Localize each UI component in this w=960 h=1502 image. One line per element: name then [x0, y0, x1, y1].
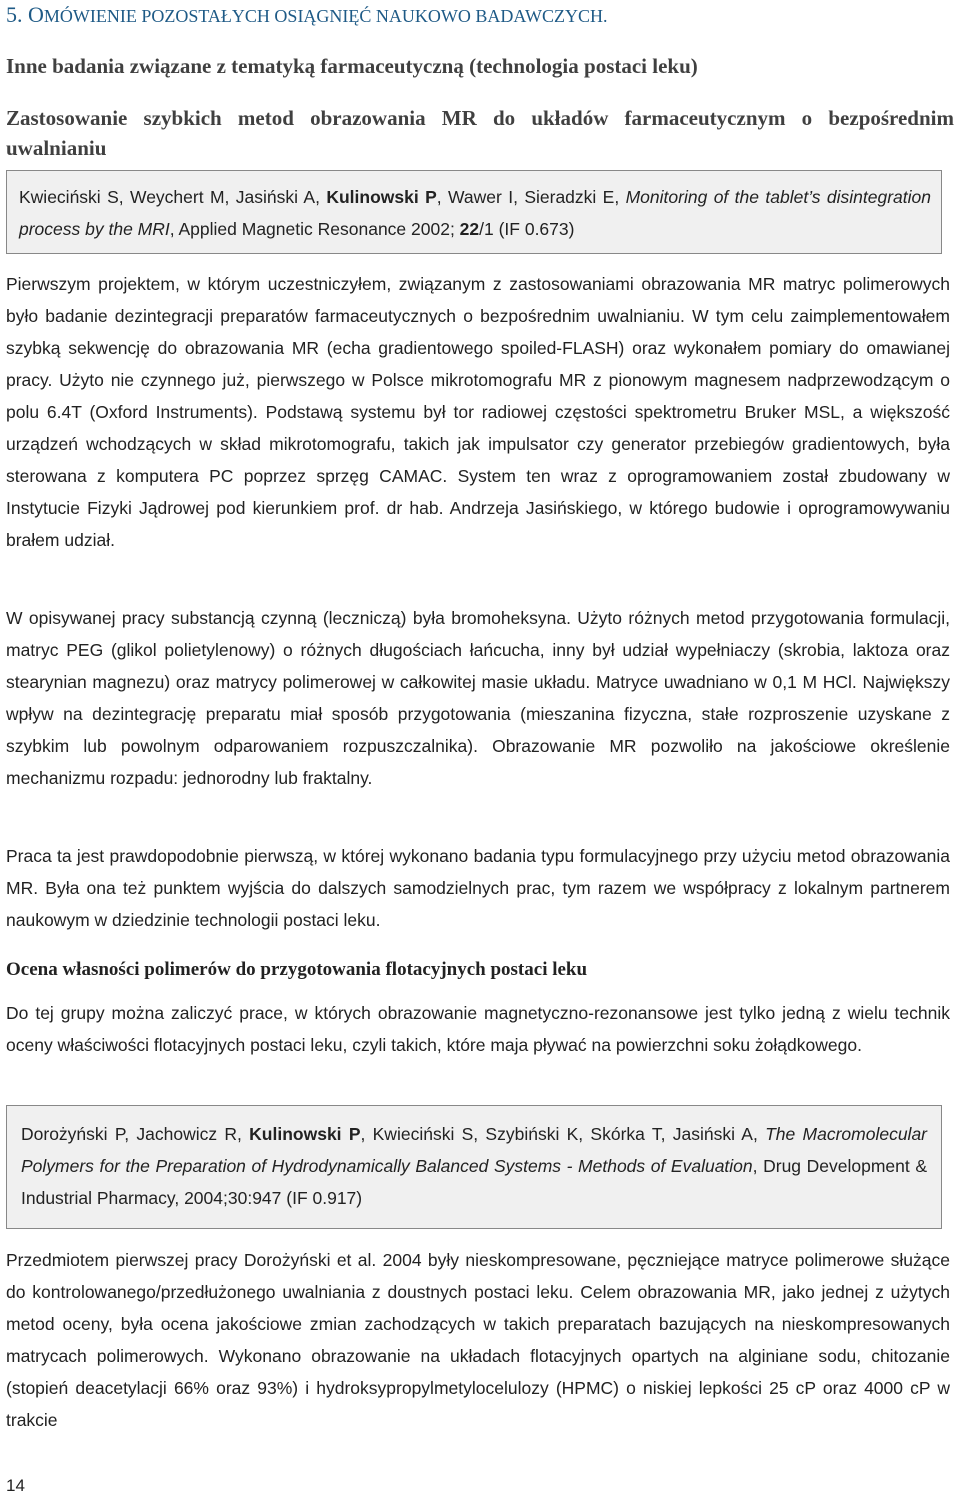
reference-author-highlight: Kulinowski P: [326, 187, 437, 207]
reference-box-1: [6, 170, 942, 254]
reference-box-2: [6, 1105, 942, 1229]
reference-authors-rest: , Kwieciński S, Szybiński K, Skórka T, Jasiński A,: [360, 1124, 766, 1144]
paragraph-2: W opisywanej pracy substancją czynną (leczniczą) była bromoheksyna. Użyto różnych metod przygotowania formulacji, matryc PEG (glikol polietylenowy) o różnych długościach łańcucha, inny był udział wypełniaczy (skrobia, laktoza oraz stearynian magnezu) oraz matrycy polimerowej w całkowitej masie układu. Matryce uwadniano w 0,1 M HCl. Największy wpływ na dezintegrację preparatu miał sposób przygotowania (mieszanina fizyczna, stałe rozproszenie uzyskane z szybkim lub powolnym odparowaniem rozpuszczalnika). Obrazowanie MR pozwoliło na jakościowe określenie mechanizmu rozpadu: jednorodny lub fraktalny.: [6, 608, 950, 788]
reference-title: The Macromolecular Polymers for the Preparation of Hydrodynamically Balanced Systems - Methods of Evaluation: [21, 1124, 928, 1176]
page-number: 14: [6, 1476, 25, 1495]
reference-journal: , Applied Magnetic Resonance 2002;: [169, 219, 460, 239]
subsection-title: Inne badania związane z tematyką farmaceutyczną (technologia postaci leku): [6, 54, 698, 78]
reference-authors-rest: , Wawer I, Sieradzki E,: [436, 187, 626, 207]
reference-authors: Dorożyński P, Jachowicz R,: [21, 1124, 250, 1144]
topic-title: Zastosowanie szybkich metod obrazowania MR do układów farmaceutycznym o bezpośrednim uwalnianiu: [6, 106, 954, 160]
reference-authors: Kwieciński S, Weychert M, Jasiński A,: [19, 187, 327, 207]
paragraph-1: Pierwszym projektem, w którym uczestniczyłem, związanym z zastosowaniami obrazowania MR matryc polimerowych było badanie dezintegracji preparatów farmaceutycznych o bezpośrednim uwalnianiu. W tym celu zaimplementowałem szybką sekwencję do obrazowania MR (echa gradientowego spoiled-FLASH) oraz wykonałem pomiary do omawianej pracy. Użyto nie czynnego już, pierwszego w Polsce mikrotomografu MR z pionowym magnesem nadprzewodzącym o polu 6.4T (Oxford Instruments). Podstawą systemu był tor radiowej częstości spektrometru Bruker MSL, a większość urządzeń wchodzących w skład mikrotomografu, takich jak impulsator czy generator przebiegów gradientowych, była sterowana z komputera PC poprzez sprzęg CAMAC. System ten wraz z oprogramowaniem został zbudowany w Instytucie Fizyki Jądrowej pod kierunkiem prof. dr hab. Andrzeja Jasińskiego, w którego budowie i oprogramowywaniu brałem udział.: [6, 274, 950, 550]
section-number: 5.: [6, 2, 28, 27]
reference-impact-factor: /1 (IF 0.673): [479, 219, 575, 239]
reference-title: Monitoring of the tablet’s disintegration process by the MRI: [19, 187, 931, 239]
paragraph-3: Praca ta jest prawdopodobnie pierwszą, w której wykonano badania typu formulacyjnego przy użyciu metod obrazowania MR. Była ona też punktem wyjścia do dalszych samodzielnych prac, tym razem we współpracy z lokalnym partnerem naukowym w dziedzinie technologii postaci leku.: [6, 846, 950, 930]
section-title-first-letter: O: [28, 2, 44, 27]
reference-citation: [19, 181, 931, 245]
paragraph-4: Do tej grupy można zaliczyć prace, w których obrazowanie magnetyczno-rezonansowe jest tylko jedną z wielu technik oceny właściwości flotacyjnych postaci leku, czyli takich, które maja pływać na powierzchni soku żołądkowego.: [6, 1003, 950, 1055]
section-subheading: Ocena własności polimerów do przygotowania flotacyjnych postaci leku: [6, 959, 588, 980]
section-title-rest: MÓWIENIE POZOSTAŁYCH OSIĄGNIĘĆ NAUKOWO BADAWCZYCH.: [43, 6, 608, 26]
paragraph-5: Przedmiotem pierwszej pracy Dorożyński et al. 2004 były nieskompresowane, pęczniejące matryce polimerowe służące do kontrolowanego/przedłużonego uwalniania z doustnych postaci leku. Celem obrazowania MR, jako jednej z użytych metod oceny, była ocena jakościowe zmian zachodzących w takich preparatach bazujących na nieskompresowanych matrycach polimerowych. Wykonano obrazowanie na układach flotacyjnych opartych na alginiane sodu, chitozanie (stopień deacetylacji 66% oraz 93%) i hydroksypropylmetylocelulozy (HPMC) o niskiej lepkości 25 cP oraz 4000 cP w trakcie: [6, 1250, 950, 1430]
reference-volume: 22: [459, 219, 480, 239]
section-heading: [6, 0, 956, 31]
reference-author-highlight: Kulinowski P: [249, 1124, 361, 1144]
reference-journal: , Drug Development & Industrial Pharmacy, 2004;30:947 (IF 0.917): [21, 1156, 927, 1208]
reference-citation: [21, 1118, 927, 1214]
